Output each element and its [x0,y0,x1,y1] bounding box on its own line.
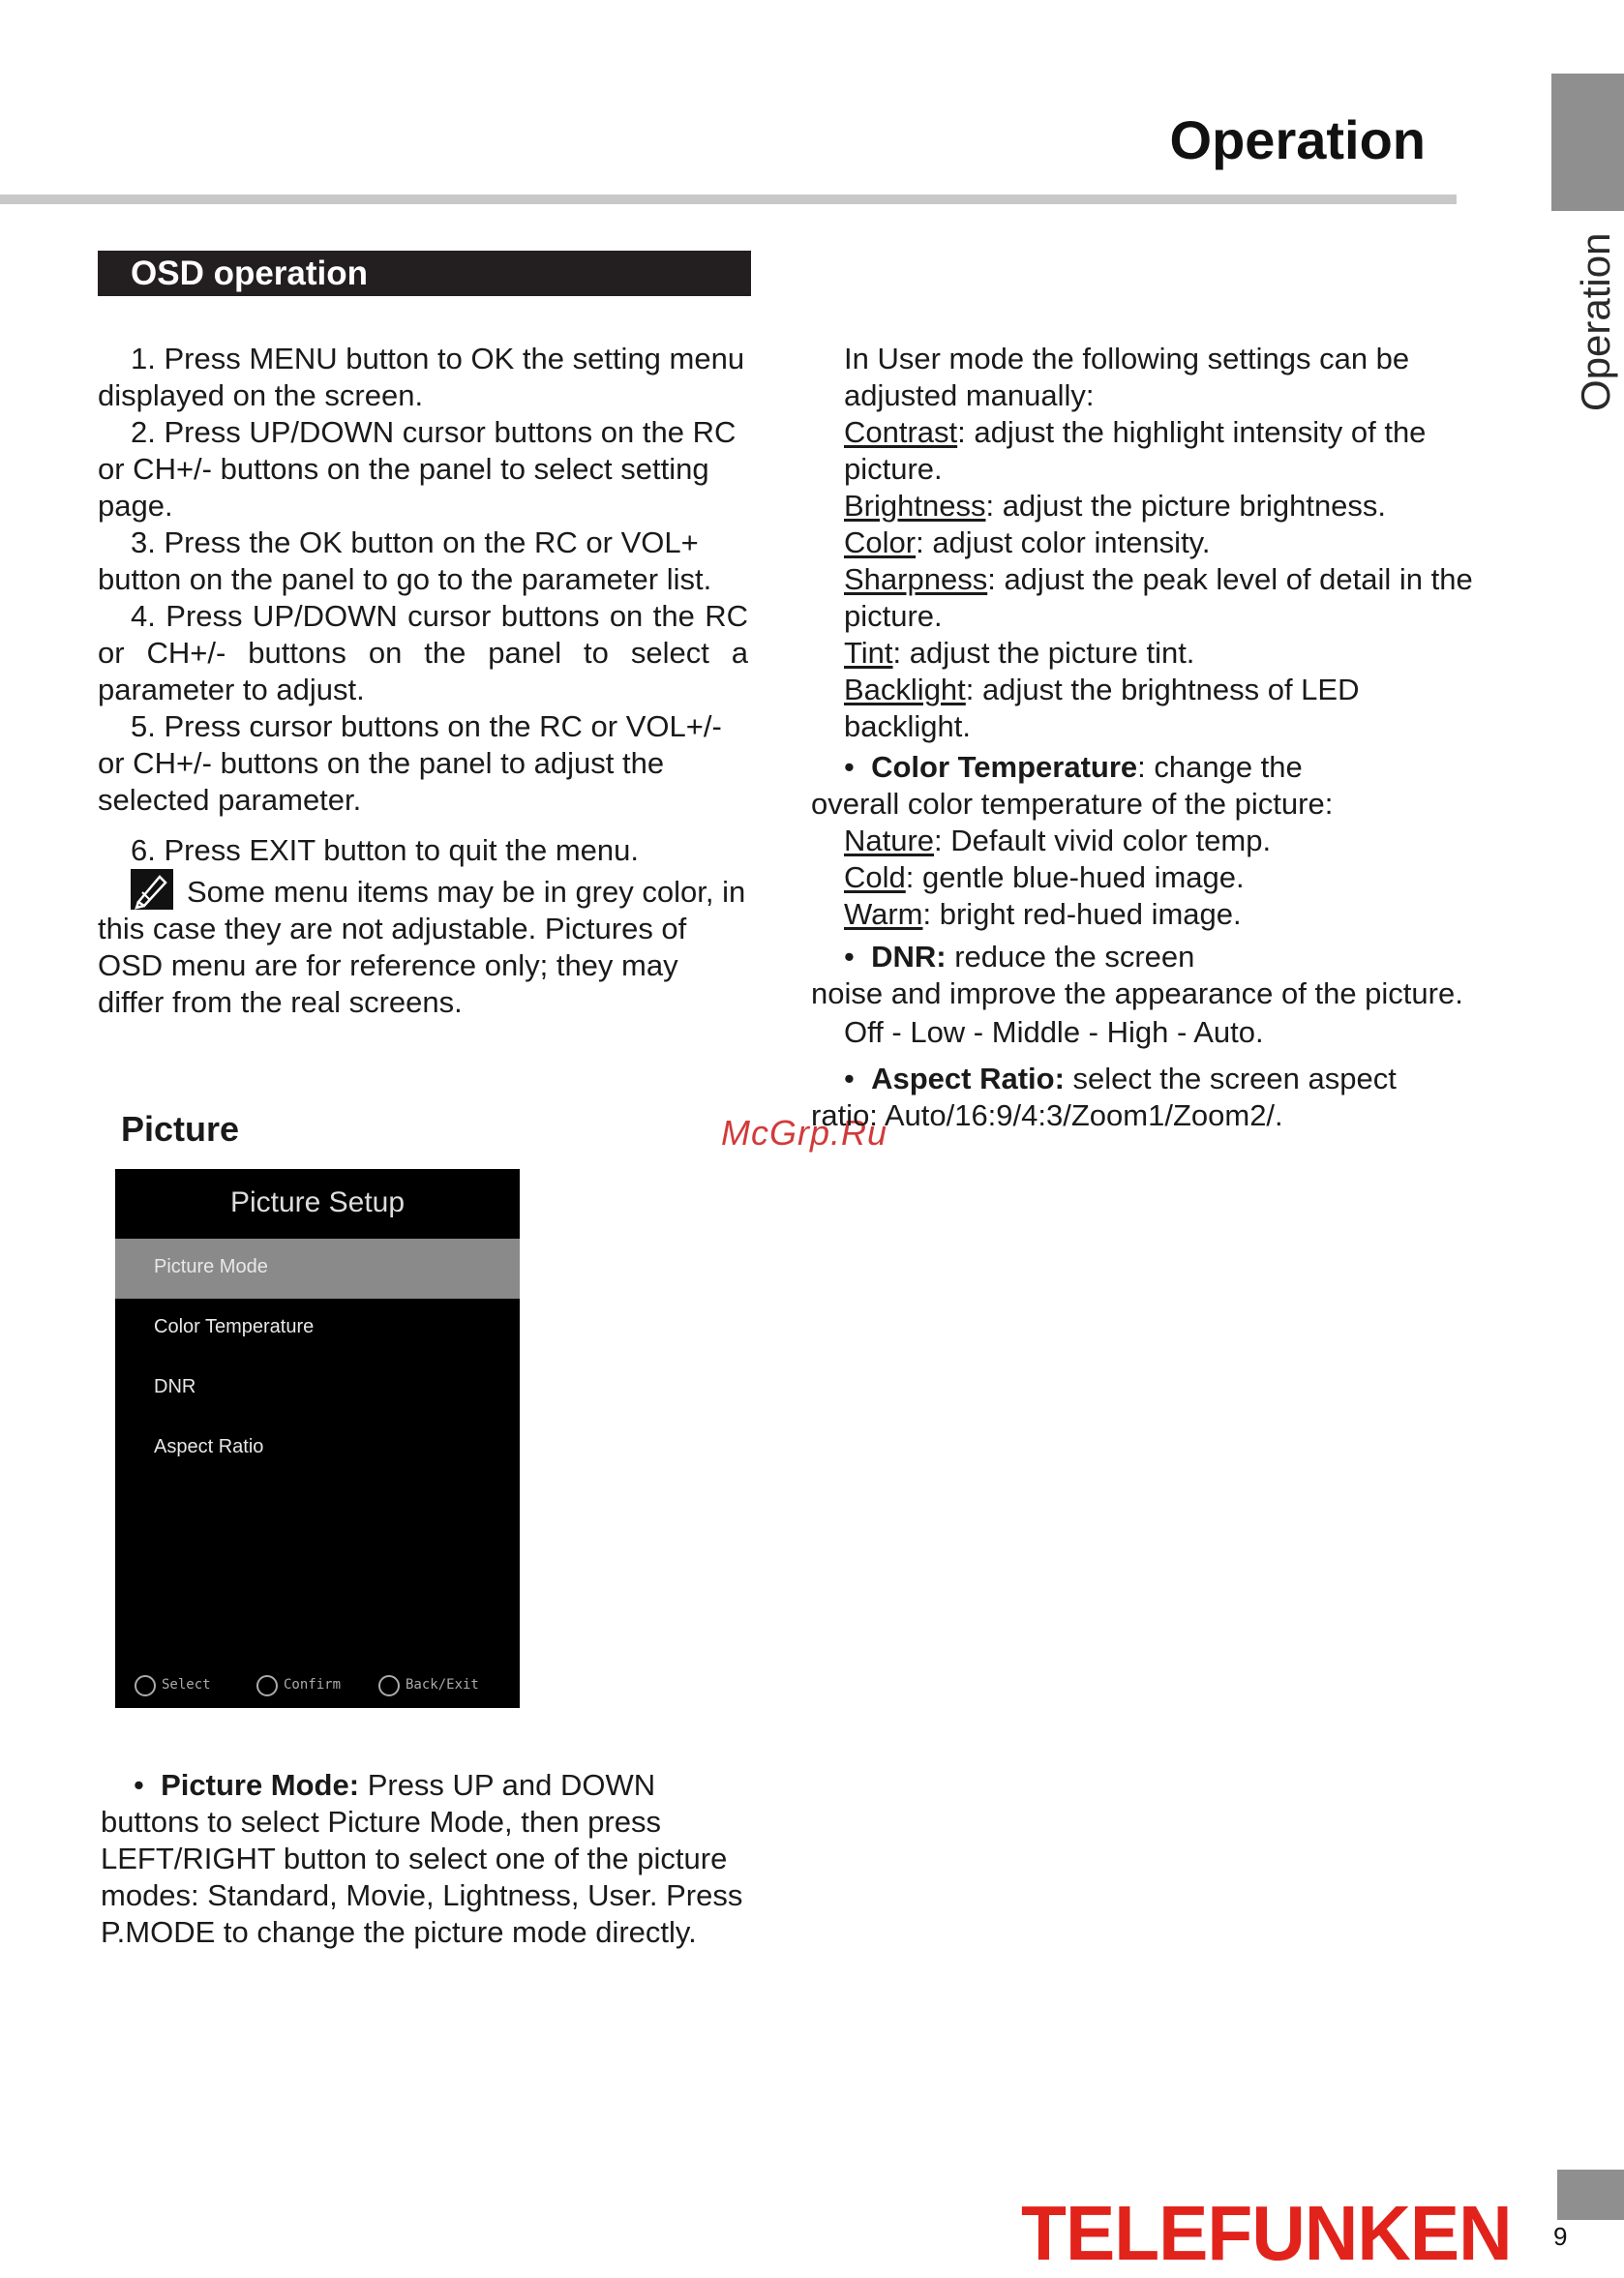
osd-footer-back [378,1675,479,1696]
color-temp-rest: overall color temperature of the picture: [811,787,1334,821]
setting-sharpness [811,561,1489,635]
osd-title: Picture Setup [229,1186,406,1218]
osd-screen [115,1169,520,1708]
osd-footer-confirm [256,1675,341,1696]
ct-desc: : bright red-hued image. [922,897,1242,931]
setting-term: Color [844,525,917,559]
picture-mode-desc: Press UP and DOWN buttons to select Picture Mode, then press LEFT/RIGHT button to select one of the picture modes: Standard, Movie, Lightness, User. Press P.MODE to change the picture mode directly. [101,1768,743,1949]
osd-item-label: Color Temperature [154,1316,315,1337]
osd-item-label: Aspect Ratio [154,1436,264,1457]
color-temp-heading: • Color Temperature: change the [844,750,1303,784]
dnr-label: DNR: [871,940,947,974]
osd-item-dnr [115,1359,520,1419]
setting-desc: : adjust the picture tint. [892,636,1195,670]
setting-desc: : adjust the highlight intensity of the picture. [844,415,1427,486]
color-temp-label: Color Temperature [871,750,1138,784]
ct-nature [811,823,1489,859]
ct-warm [811,896,1489,933]
osd-item-color-temperature [115,1299,520,1359]
note-pen-icon [131,869,173,910]
picture-mode-text: • Picture Mode: Press UP and DOWN buttons to select Picture Mode, then press LEFT/RIGHT button to select one of the picture modes: Standard, Movie, Lightness, User. Press P.MODE to change the picture mode directly. [101,1768,743,1949]
setting-term: Contrast [844,415,958,449]
aspect-label: Aspect Ratio: [871,1062,1065,1095]
ct-desc: : Default vivid color temp. [934,824,1272,857]
picture-mode-label: Picture Mode: [161,1768,360,1802]
aspect-rest: ratio: Auto/16:9/4:3/Zoom1/Zoom2/. [811,1098,1283,1132]
osd-footer-back-label: Back/Exit [406,1677,479,1693]
ok-icon [256,1675,278,1696]
ct-cold [811,859,1489,896]
osd-item-label: DNR [154,1376,196,1397]
step-5: 5. Press cursor buttons on the RC or VOL+/- or CH+/- buttons on the panel to adjust the selected parameter. [98,709,722,817]
step-4: 4. Press UP/DOWN cursor buttons on the RC or CH+/- buttons on the panel to select a parameter to adjust. [98,599,748,706]
setting-desc: : adjust the picture brightness. [985,489,1387,523]
picture-mode-block [101,1767,759,1951]
side-label-text: Operation [1573,232,1618,411]
ct-term: Nature [844,824,935,857]
aspect-first: select the screen aspect [1064,1062,1397,1095]
brand-logo: TELEFUNKEN [1021,2190,1512,2276]
step-2: 2. Press UP/DOWN cursor buttons on the RC or CH+/- buttons on the panel to select setting page. [98,415,737,523]
updown-icon [135,1675,156,1696]
section-title: OSD operation [131,255,369,292]
osd-footer-select-label: Select [162,1677,211,1693]
header-rule [0,195,1457,204]
step-1: 1. Press MENU button to OK the setting menu displayed on the screen. [98,342,745,412]
side-tab [1551,74,1624,211]
ct-term: Cold [844,860,906,894]
ct-term: Warm [844,897,923,931]
note [98,869,748,1021]
dnr-first: reduce the screen [946,940,1195,974]
ct-desc: : gentle blue-hued image. [905,860,1245,894]
step-3: 3. Press the OK button on the RC or VOL+ button on the panel to go to the parameter list. [98,525,712,596]
back-icon [378,1675,400,1696]
user-intro: In User mode the following settings can be adjusted manually: [844,342,1410,412]
page-tab [1557,2170,1624,2220]
osd-footer-confirm-label: Confirm [284,1677,342,1693]
setting-backlight [811,672,1489,745]
osd-item-aspect-ratio [115,1419,520,1479]
setting-term: Brightness [844,489,986,523]
picture-heading: Picture [121,1109,240,1149]
setting-brightness [811,488,1489,525]
setting-term: Backlight [844,673,966,706]
side-label [1515,218,1624,411]
dnr-rest: noise and improve the appearance of the picture. [811,976,1463,1010]
dnr-options: Off - Low - Middle - High - Auto. [844,1015,1264,1049]
left-column [98,341,748,1021]
setting-contrast [811,414,1489,488]
aspect-heading: • Aspect Ratio: select the screen aspect [844,1062,1397,1095]
right-column [811,341,1489,1134]
note-text: Some menu items may be in grey color, in this case they are not adjustable. Pictures of OSD menu are for reference only; they may differ from the real screens. [98,875,746,1019]
watermark: McGrp.Ru [721,1113,888,1153]
dnr-heading: • DNR: reduce the screen [844,940,1195,974]
setting-term: Sharpness [844,562,988,596]
page-title: Operation [1169,109,1426,170]
setting-desc: : adjust the peak level of detail in the picture. [844,562,1473,633]
page-number: 9 [1553,2222,1568,2251]
setting-desc: : adjust color intensity. [916,525,1211,559]
color-temp-first: : change the [1137,750,1303,784]
setting-tint [811,635,1489,672]
osd-footer-select [135,1675,211,1696]
setting-color [811,525,1489,561]
setting-term: Tint [844,636,893,670]
section-bar [98,251,751,296]
step-6: 6. Press EXIT button to quit the menu. [131,833,640,867]
osd-item-picture-mode [115,1239,520,1299]
osd-item-label: Picture Mode [154,1256,268,1277]
setting-desc: : adjust the brightness of LED backlight. [844,673,1360,743]
